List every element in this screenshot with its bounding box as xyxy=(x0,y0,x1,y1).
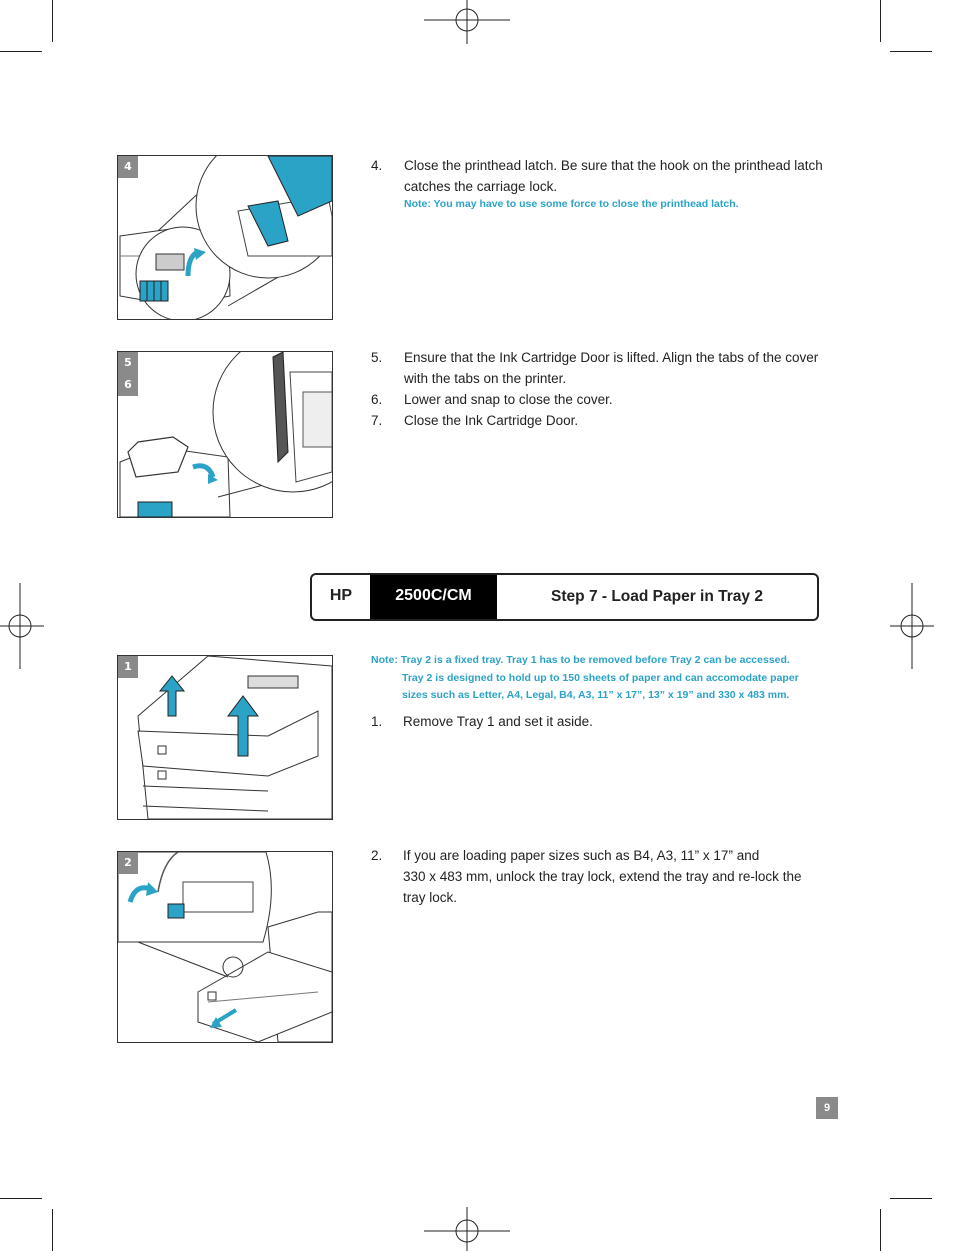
step-1 xyxy=(371,711,831,732)
figure-badge-5: 5 xyxy=(118,352,138,374)
step-text: Close the printhead latch. Be sure that the hook on the printhead latch catches the carriage lock. xyxy=(404,158,823,194)
note-printhead-latch: Note: You may have to use some force to close the printhead latch. xyxy=(404,198,739,210)
model-label: 2500C/CM xyxy=(370,575,497,619)
cartridge-cover-illustration xyxy=(118,352,332,517)
figure-badge: 4 xyxy=(118,156,138,178)
step-5 xyxy=(371,347,831,389)
figure-badge-6: 6 xyxy=(118,374,138,396)
step-number: 5. xyxy=(371,350,383,365)
step-text: Lower and snap to close the cover. xyxy=(404,392,613,407)
printhead-latch-illustration xyxy=(118,156,332,319)
step-7 xyxy=(371,410,831,431)
step-text-rest: 330 x 483 mm, unlock the tray lock, extend the tray and re-lock the tray lock. xyxy=(403,869,802,905)
figure-remove-tray1 xyxy=(117,655,333,820)
step-2 xyxy=(371,845,831,908)
step-number: 1. xyxy=(371,714,383,729)
brand-label: HP xyxy=(329,587,353,604)
step-number: 7. xyxy=(371,413,383,428)
note-tray2-line1: Note: Tray 2 is a fixed tray. Tray 1 has to be removed before Tray 2 can be accessed. xyxy=(371,654,790,666)
step-text: Ensure that the Ink Cartridge Door is lifted. Align the tabs of the cover with the tabs on the printer. xyxy=(404,350,819,386)
note-tray2-line2: Tray 2 is designed to hold up to 150 sheets of paper and can accomodate paper xyxy=(402,672,799,684)
page-number: 9 xyxy=(816,1097,838,1119)
figure-badge: 2 xyxy=(118,852,138,874)
registration-mark-bottom xyxy=(424,1207,510,1251)
figure-tray-lock xyxy=(117,851,333,1043)
note-tray2-line3: sizes such as Letter, A4, Legal, B4, A3, 11” x 17”, 13” x 19” and 330 x 483 mm. xyxy=(402,689,790,701)
step-number: 4. xyxy=(371,158,383,173)
step-4 xyxy=(371,155,831,197)
step-text: Close the Ink Cartridge Door. xyxy=(404,413,579,428)
figure-printhead-latch xyxy=(117,155,333,320)
registration-mark-right xyxy=(890,583,934,669)
remove-tray1-illustration xyxy=(118,656,332,819)
step-banner xyxy=(310,573,819,621)
figure-badge: 1 xyxy=(118,656,138,678)
step-6 xyxy=(371,389,831,410)
banner-title: Step 7 - Load Paper in Tray 2 xyxy=(551,588,763,605)
tray-lock-illustration xyxy=(118,852,332,1042)
step-number: 2. xyxy=(371,848,383,863)
step-text: Remove Tray 1 and set it aside. xyxy=(403,714,593,729)
step-number: 6. xyxy=(371,392,383,407)
registration-mark-top xyxy=(424,0,510,44)
registration-mark-left xyxy=(0,583,44,669)
step-text-line1: If you are loading paper sizes such as B4, A3, 11” x 17” and xyxy=(403,848,760,863)
figure-cartridge-cover xyxy=(117,351,333,518)
